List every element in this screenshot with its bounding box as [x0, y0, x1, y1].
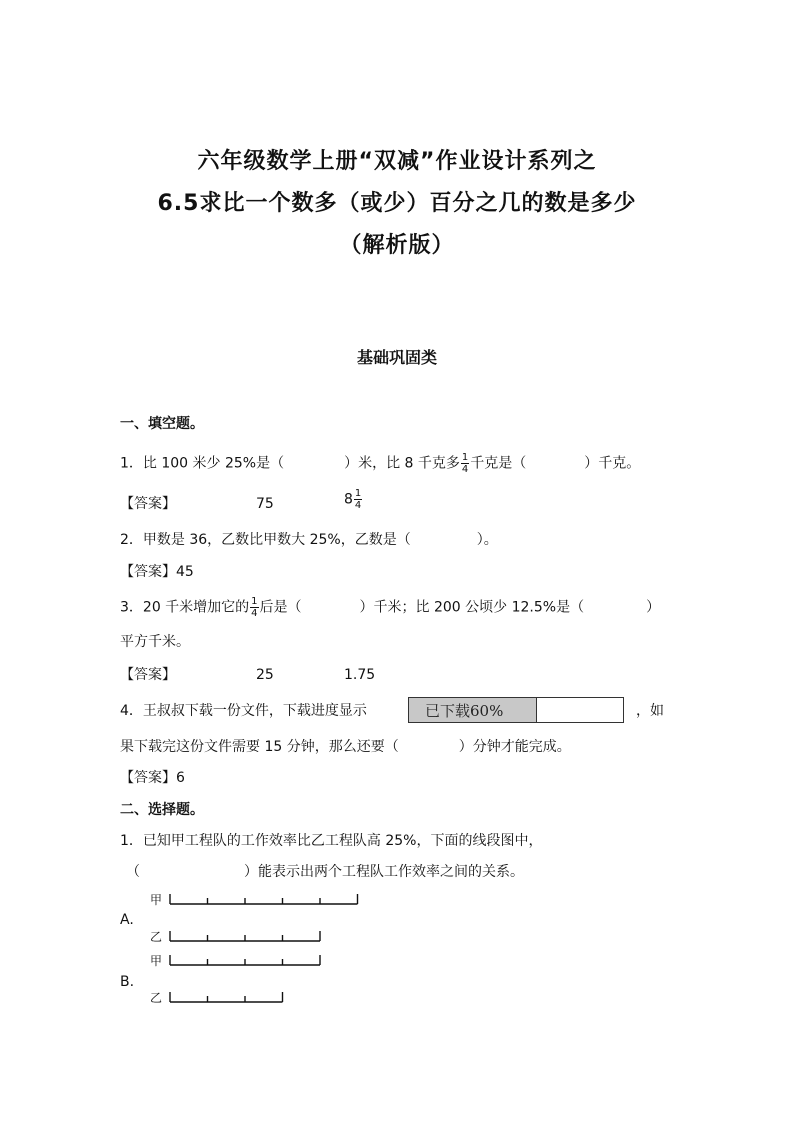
q3-answer-label: 【答案】 — [120, 667, 176, 683]
q1-text-b: ）米，比 8 千克多 — [344, 455, 460, 472]
progress-fill: 已下载60% — [409, 698, 537, 722]
section-title: 基础巩固类 — [356, 348, 437, 367]
q3-fraction: $\frac{1}{4}$ — [251, 596, 258, 619]
option-b-label[interactable]: B. — [120, 974, 135, 990]
q3-line2: 平方千米。 — [120, 634, 190, 650]
q4-text-a: 4．王叔叔下载一份文件，下载进度显示 — [120, 703, 367, 719]
option-a-yi-segment — [170, 929, 370, 943]
q3-answer1: 25 — [256, 667, 274, 683]
option-b-jia-segment — [170, 953, 370, 967]
doc-title-line1: 六年级数学上册“双减”作业设计系列之 — [197, 149, 597, 174]
part1-heading: 一、填空题。 — [120, 416, 204, 432]
q3-text-a: 3．20 千米增加它的 — [120, 599, 250, 616]
q1-text-c: 千克是（ — [470, 455, 527, 472]
q2-answer: 【答案】45 — [120, 564, 194, 580]
q1-answer-label: 【答案】 — [120, 496, 176, 512]
option-a-yi-label: 乙 — [150, 930, 163, 944]
download-progress-bar — [408, 697, 624, 723]
q1-text-a: 1．比 100 米少 25%是（ — [120, 455, 285, 472]
q1-text-d: ）千克。 — [584, 455, 641, 472]
q1-answer2: 8 $\frac{1}{4}$ — [344, 488, 362, 511]
q2-text-end: ）。 — [476, 532, 498, 548]
q3-question — [120, 596, 660, 619]
option-a-label[interactable]: A. — [120, 912, 134, 928]
p2-q1-line2: （ ）能表示出两个工程队工作效率之间的关系。 — [126, 864, 524, 880]
q3-answer2: 1.75 — [344, 667, 376, 683]
doc-title-line2: 6.5求比一个数多（或少）百分之几的数是多少 — [157, 191, 637, 216]
p2-q1-line1: 1．已知甲工程队的工作效率比乙工程队高 25%，下面的线段图中， — [120, 833, 543, 849]
q1-fraction: $\frac{1}{4}$ — [461, 452, 469, 475]
q3-text-d: ） — [646, 599, 661, 616]
option-a-jia-segment — [170, 892, 370, 906]
q3-text-c: ）千米；比 200 公顷少 12.5%是（ — [359, 599, 585, 616]
q4-line2: 果下载完这份文件需要 15 分钟，那么还要（ ）分钟才能完成。 — [120, 739, 571, 755]
q4-answer: 【答案】6 — [120, 770, 185, 786]
option-b-yi-label: 乙 — [150, 991, 163, 1005]
doc-title-line3: （解析版） — [339, 233, 455, 258]
q1-answer1: 75 — [256, 496, 274, 512]
progress-remaining — [537, 698, 623, 722]
q1-question — [120, 452, 640, 475]
q2-text: 2．甲数是 36，乙数比甲数大 25%，乙数是（ — [120, 532, 411, 548]
q2-question — [120, 530, 498, 550]
option-a-jia-label: 甲 — [150, 893, 163, 907]
option-b-yi-segment — [170, 990, 370, 1004]
q3-text-b: 后是（ — [259, 599, 302, 616]
part2-heading: 二、选择题。 — [120, 802, 204, 818]
q4-text-b: ，如 — [636, 703, 664, 719]
option-b-jia-label: 甲 — [150, 954, 163, 968]
